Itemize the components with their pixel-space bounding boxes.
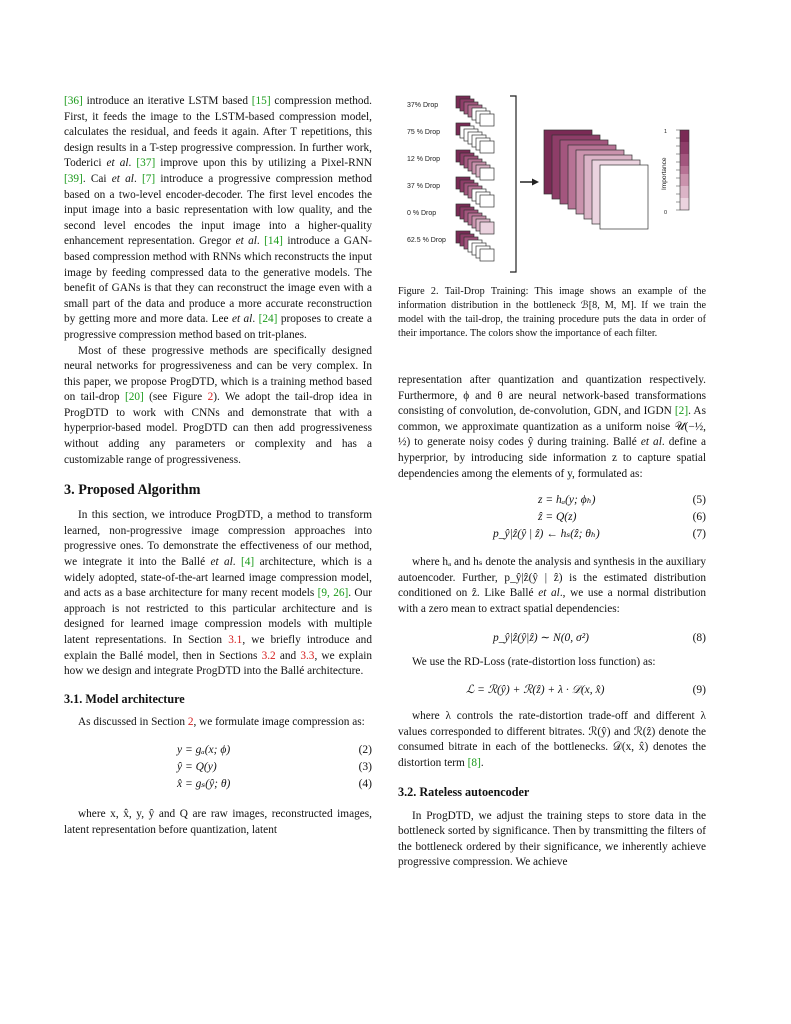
equation-3: ŷ = Q(y) (3) (177, 761, 372, 774)
drop-label: 62.5 % Drop (407, 237, 446, 244)
colorbar-segment (680, 154, 689, 158)
section-ref-link[interactable]: 3.2 (261, 649, 276, 662)
paragraph-formulate: As discussed in Section 2, we formulate image compression as: (78, 715, 365, 728)
citation-link[interactable]: [37] (136, 157, 156, 170)
left-column (64, 94, 372, 839)
section-ref-link[interactable]: 3.3 (300, 649, 315, 662)
drop-label: 75 % Drop (407, 129, 441, 136)
drop-label: 37 % Drop (407, 183, 441, 190)
citation-link[interactable]: [7] (141, 172, 156, 185)
tail-drop-diagram (398, 94, 706, 274)
right-column (398, 94, 706, 871)
equation-2: y = gₐ(x; ϕ) (2) (177, 744, 372, 757)
colorbar-segment (680, 178, 689, 182)
colorbar-segment (680, 186, 689, 190)
citation-link[interactable]: [4] (241, 556, 255, 569)
colorbar-segment (680, 194, 689, 198)
paragraph-rateless: In ProgDTD, we adjust the training steps to store data in the bottleneck sorted by significance. Then by transmitting the filters of the bottleneck ordered by their significance, we inherently achieve progressive compression. We achieve (398, 809, 706, 869)
equation-7: p_ŷ|ẑ(ŷ | ẑ) ← hₛ(ẑ; θₕ) (7) (493, 528, 706, 541)
equation-5: z = hₐ(y; ϕₕ) (5) (538, 494, 706, 507)
colorbar-segment (680, 162, 689, 166)
citation-link[interactable]: [8] (467, 756, 481, 769)
citation-link[interactable]: 26] (329, 587, 349, 600)
section-title-proposed-algorithm: 3. Proposed Algorithm (64, 482, 201, 499)
paragraph-where-h: where hₐ and hₛ denote the analysis and synthesis in the auxiliary autoencoder. Further, p_ŷ|ẑ(ŷ | ẑ) is the estimated distribution conditioned on ẑ. Like Ballé et al., we use a normal distribution with a zero mean to extract spatial dependencies: (398, 556, 707, 615)
colorbar-segment (680, 142, 689, 146)
equation-9: ℒ = ℛ(ŷ) + ℛ(ẑ) + λ · 𝒟(x, x̂) (9) (466, 684, 706, 697)
citation-link[interactable]: [24] (258, 313, 278, 326)
citation-link[interactable]: [2] (674, 405, 689, 418)
colorbar-min: 0 (664, 210, 668, 216)
colorbar-segment (680, 190, 689, 194)
colorbar-label: Importance (661, 157, 668, 190)
paragraph-representation: representation after quantization and quantization respectively. Furthermore, ϕ and θ are neural network-based transformations consisting of convolution, de-convolution, GDN, and IGDN [2]. As common, we approximate quantization as a uniform noise 𝒰(−½, ½) to generate noisy codes ŷ during training. Ballé et al. define a hyperprior, by introducing side information z to capture spatial dependencies among the elements of y, formulated as: (398, 374, 707, 480)
colorbar-segment (680, 166, 689, 170)
colorbar-segment (680, 150, 689, 154)
colorbar-segment (680, 170, 689, 174)
colorbar-max: 1 (664, 129, 668, 135)
citation-link[interactable]: [15] (251, 95, 271, 107)
bracket-line (510, 96, 516, 272)
bottleneck-filter (600, 165, 648, 229)
section-ref-link[interactable]: 3.1 (228, 634, 243, 646)
colorbar-segment (680, 202, 689, 206)
citation-link[interactable]: [14] (264, 235, 283, 248)
colorbar-segment (680, 146, 689, 150)
filter-block (480, 141, 494, 153)
colorbar-segment (680, 130, 689, 134)
equation-6: ẑ = Q(z) (6) (538, 511, 706, 524)
subsection-title-model-architecture: 3.1. Model architecture (64, 691, 185, 706)
citation-link[interactable]: [39] (64, 172, 83, 185)
drop-label: 0 % Drop (407, 210, 437, 217)
filter-block (480, 249, 494, 261)
paragraph-where-symbols: where x, x̂, y, ŷ and Q are raw images, reconstructed images, latent representation before quantization, latent (64, 808, 372, 836)
filter-block (480, 222, 494, 234)
drop-label: 37% Drop (407, 102, 439, 109)
section-ref-link[interactable]: 2 (187, 715, 194, 728)
colorbar-segment (680, 206, 689, 210)
paragraph-related-work: [36] introduce an iterative LSTM based [15] compression method. First, it feeds the image to the LSTM-based compression model, calculates the residual, and feeds it again. After T repetitions, this design results in a T-step progressive compression. In further work, Toderici et al. [37] improve upon this by utilizing a Pixel-RNN [39]. Cai et al. [7] introduce a progressive compression method based on a two-level encoder-decoder. The first level encodes the input image into a basic representation with low quality, and the second level encodes the input image into a higher-quality enhancement representation. Gregor et al. [14] introduce a GAN-based compression method with RNNs which reconstructs the input image by feeding compressed data to the generative models. The benefit of GANs is that they can reconstruct the image even with a small part of the data and produce a more accurate reconstruction by getting more and more data. Lee et al. [24] proposes to create a progressive compression method based on trit-planes. (64, 95, 373, 341)
figure-ref-link[interactable]: 2 (207, 391, 214, 404)
colorbar-segment (680, 198, 689, 202)
paragraph-progressive-methods: Most of these progressive methods are specifically designed neural networks for progressiveness and can be very complex. In this paper, we propose ProgDTD, which is a training method based on tail-drop [20] (see Figure 2). We adopt the tail-drop idea in ProgDTD to work with CNNs and demonstrate that with a hyperprior-based model. ProgDTD can then add progressiveness without adding any parameters or complexity and has a customizable range of progressiveness. (64, 344, 372, 466)
citation-link[interactable]: [9, (317, 587, 330, 600)
paragraph-lambda: where λ controls the rate-distortion trade-off and different λ values corresponded to different bitrates. ℛ(ŷ) and ℛ(ẑ) denote the consumed bitrate in each of the bottlenecks. 𝒟(x, x̂) denotes the distortion term [8]. (398, 710, 706, 769)
colorbar-segment (680, 174, 689, 178)
citation-link[interactable]: [20] (124, 391, 144, 404)
filter-block (480, 195, 494, 207)
equation-4: x̂ = gₛ(ŷ; θ) (4) (177, 778, 372, 791)
arrow-head-icon (532, 179, 539, 186)
figure-tail-drop (398, 94, 706, 274)
figure-caption: Figure 2. Tail-Drop Training: This image shows an example of the information distribution in the bottleneck ℬ[8, M, M]. If we train the model with the tail-drop, the training procedure puts the data in order of their importance. The colors show the importance of each filter. (398, 286, 706, 339)
colorbar-segment (680, 158, 689, 162)
equation-8: p_ŷ|ẑ(ŷ|ẑ) ∼ N(0, σ²) (8) (493, 631, 706, 644)
filter-block (480, 168, 494, 180)
citation-link[interactable]: [36] (64, 95, 83, 107)
colorbar-segment (680, 182, 689, 186)
drop-label: 12 % Drop (407, 156, 441, 163)
colorbar-segment (680, 134, 689, 138)
paragraph-section3-intro: In this section, we introduce ProgDTD, a method to transform learned, non-progressive image compression approaches into progressive ones. To demonstrate the effectiveness of our method, we integrate it into the Ballé et al. [4] architecture, which is a widely adopted, state-of-the-art learned image compression model, and acts as a base architecture for many recent models [9, 26]. Our approach is not restricted to this particular architecture and is designed for learned image compression models with multiple latent representations. In Section 3.1, we briefly introduce and explain the Ballé model, then in Sections 3.2 and 3.3, we explain how we design and integrate ProgDTD into the Ballé architecture. (64, 509, 373, 678)
filter-block (480, 114, 494, 126)
paragraph-rd-loss: We use the RD-Loss (rate-distortion loss function) as: (412, 655, 656, 668)
subsection-title-rateless-autoencoder: 3.2. Rateless autoencoder (398, 784, 530, 799)
colorbar-segment (680, 138, 689, 142)
